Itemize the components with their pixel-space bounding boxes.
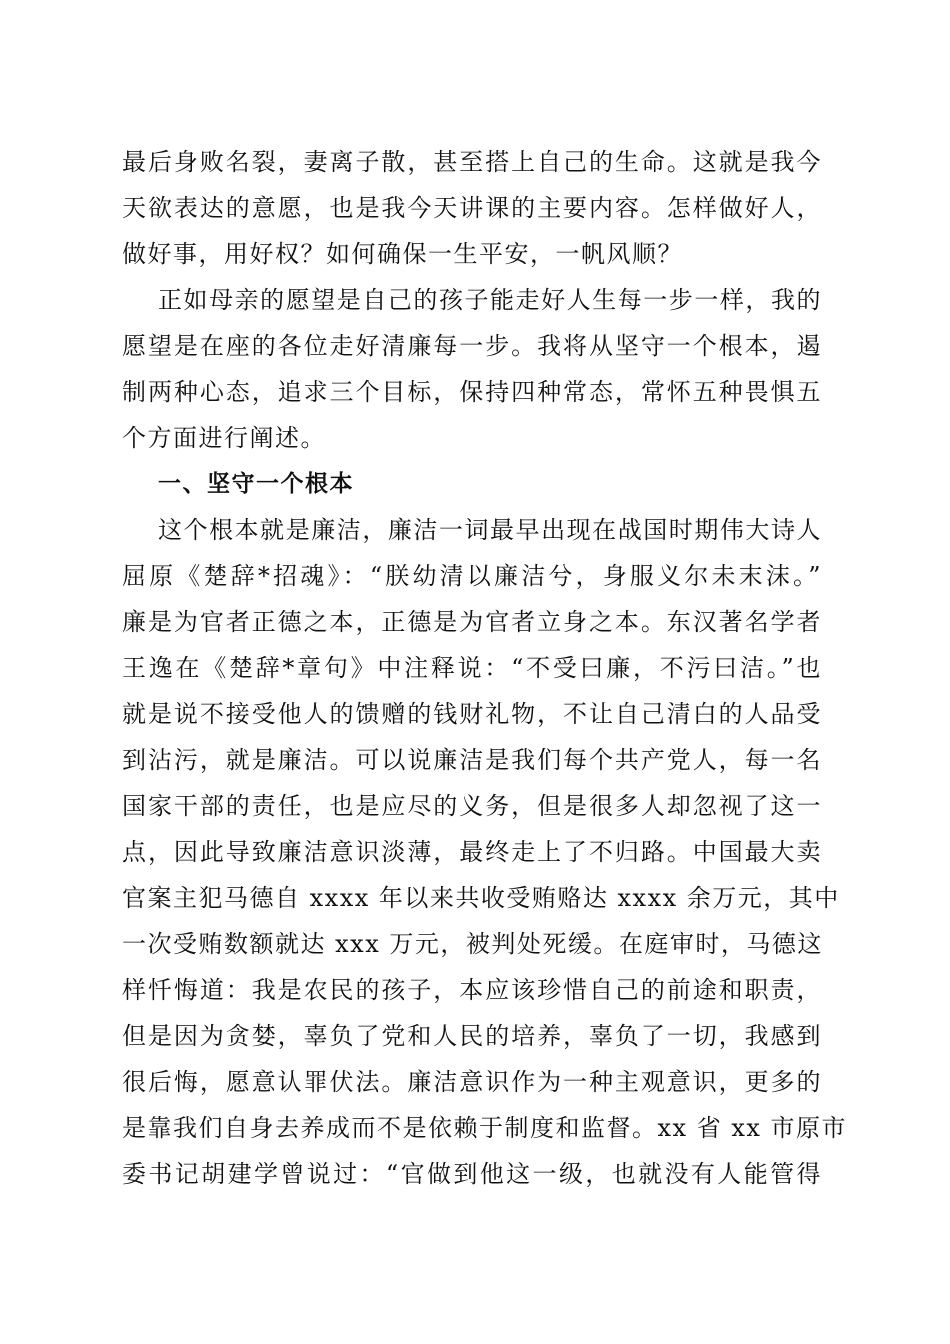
section-body-line-5: 就是说不接受他人的馈赠的钱财礼物，不让自己清白的人品受 (122, 700, 822, 728)
section-heading: 一、坚守一个根本 (158, 471, 354, 497)
section-body-line-12: 但是因为贪婪，辜负了党和人民的培养，辜负了一切，我感到 (122, 1022, 822, 1050)
paragraph-2-line-3: 制两种心态，追求三个目标，保持四种常态，常怀五种畏惧五 (122, 378, 822, 406)
paragraph-1-line-2: 天欲表达的意愿，也是我今天讲课的主要内容。怎样做好人， (122, 194, 822, 222)
section-body-line-13: 很后悔，愿意认罪伏法。廉洁意识作为一种主观意识，更多的 (122, 1068, 822, 1096)
paragraph-1-line-3: 做好事，用好权？如何确保一生平安，一帆风顺？ (122, 240, 683, 268)
paragraph-2-line-2: 愿望是在座的各位走好清廉每一步。我将从坚守一个根本，遏 (122, 332, 822, 360)
paragraph-2-line-4: 个方面进行阐述。 (122, 424, 326, 452)
section-body-line-8: 点，因此导致廉洁意识淡薄，最终走上了不归路。中国最大卖 (122, 838, 822, 866)
section-body-line-4: 王逸在《楚辞*章句》中注释说：“不受曰廉，不污曰洁。”也 (122, 654, 822, 682)
paragraph-2-line-1: 正如母亲的愿望是自己的孩子能走好人生每一步一样，我的 (158, 286, 822, 314)
section-body-line-11: 样忏悔道：我是农民的孩子，本应该珍惜自己的前途和职责， (122, 976, 822, 1004)
section-body-line-3: 廉是为官者正德之本，正德是为官者立身之本。东汉著名学者 (122, 608, 822, 636)
section-body-line-6: 到沾污，就是廉洁。可以说廉洁是我们每个共产党人，每一名 (122, 746, 822, 774)
section-body-line-2: 屈原《楚辞*招魂》：“朕幼清以廉洁兮，身服义尔未末沫。” (122, 562, 822, 590)
section-body-line-15: 委书记胡建学曾说过：“官做到他这一级，也就没有人能管得 (122, 1160, 822, 1188)
section-body-line-9: 官案主犯马德自 xxxx 年以来共收受贿赂达 xxxx 余万元，其中 (122, 884, 840, 912)
paragraph-1-line-1: 最后身败名裂，妻离子散，甚至搭上自己的生命。这就是我今 (122, 148, 822, 176)
section-body-line-14: 是靠我们自身去养成而不是依赖于制度和监督。xx 省 xx 市原市 (122, 1114, 848, 1142)
section-body-line-7: 国家干部的责任，也是应尽的义务，但是很多人却忽视了这一 (122, 792, 822, 820)
section-body-line-1: 这个根本就是廉洁，廉洁一词最早出现在战国时期伟大诗人 (158, 516, 822, 544)
section-body-line-10: 一次受贿数额就达 xxx 万元，被判处死缓。在庭审时，马德这 (122, 930, 823, 958)
